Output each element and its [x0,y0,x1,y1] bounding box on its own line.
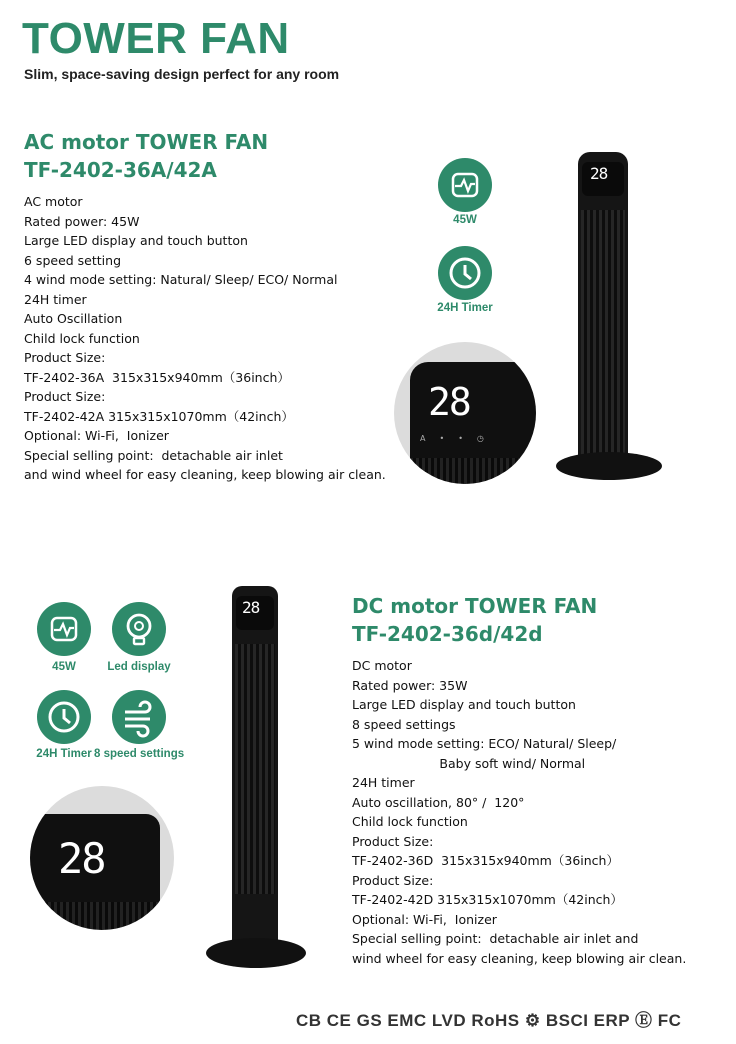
page-subtitle: Slim, space-saving design perfect for any room [24,66,340,82]
touch-buttons: A••◷ [420,434,498,443]
spec-line: TF-2402-42D 315x315x1070mm（42inch） [352,892,623,907]
display-closeup [394,342,536,484]
ac-title-line1: AC motor TOWER FAN [24,130,269,154]
ac-tower-fan-image [578,152,628,464]
spec-line: AC motor [24,194,83,209]
display-closeup [30,786,174,930]
power-wave-icon [37,602,91,656]
spec-line: Large LED display and touch button [352,697,576,712]
spec-line: Product Size: [352,833,434,849]
badge-label-speed: 8 speed settings [94,748,185,760]
spec-line: 6 speed setting [24,252,121,268]
spec-line: Special selling point: detachable air inlet [24,447,283,463]
ac-title-model: TF-2402-36A/42A [24,158,217,182]
led-display-reading: 28 [428,380,470,424]
spec-line: Rated power: 35W [352,677,468,693]
spec-line: Optional: Wi-Fi, Ionizer [352,911,497,927]
fan-display-reading: 28 [242,598,260,617]
badge-label-led: Led display [107,661,171,673]
spec-line: Special selling point: detachable air inlet and [352,931,639,946]
spec-line: 4 wind mode setting: Natural/ Sleep/ ECO/ Normal [24,272,338,287]
dc-title-line1: DC motor TOWER FAN [352,594,598,618]
spec-line: Product Size: [24,389,106,404]
spec-line: 24H timer [352,775,415,790]
led-display-reading: 28 [58,834,105,883]
badge-label-45w: 45W [453,214,477,226]
badge-label-timer: 24H Timer [36,748,92,760]
fan-display-reading: 28 [590,164,608,183]
spec-line: Baby soft wind/ Normal [352,755,586,771]
spec-line: TF-2402-36A 315x315x940mm（36inch） [24,369,290,385]
power-wave-icon [438,158,492,212]
dc-section-title [352,592,597,648]
badge-label-timer: 24H Timer [437,302,493,314]
clock-icon [37,690,91,744]
dc-tower-fan-image [232,586,278,946]
dc-spec-list [352,656,686,968]
certification-logos: CB CE GS EMC LVD RoHS ⚙ BSCI ERP Ⓔ FC [296,1011,682,1030]
spec-line: 5 wind mode setting: ECO/ Natural/ Sleep/ [352,736,617,751]
spec-line: Rated power: 45W [24,213,140,229]
spec-line: Auto Oscillation [24,311,123,326]
spec-line: Product Size: [24,350,106,365]
spec-line: DC motor [352,658,412,673]
spec-line: Optional: Wi-Fi, Ionizer [24,428,169,443]
spec-line: TF-2402-42A 315x315x1070mm（42inch） [24,408,294,424]
spec-line: TF-2402-36D 315x315x940mm（36inch） [352,853,619,868]
bulb-icon [112,602,166,656]
spec-line: 8 speed settings [352,716,456,732]
page-title: TOWER FAN [22,14,290,63]
spec-line: Child lock function [24,330,140,346]
spec-line: Child lock function [352,814,468,829]
wind-icon [112,690,166,744]
fan-base [206,938,306,968]
spec-line: 24H timer [24,291,87,307]
dc-title-model: TF-2402-36d/42d [352,622,543,646]
spec-line: Large LED display and touch button [24,233,248,248]
spec-line: Product Size: [352,872,434,888]
ac-spec-list [24,192,386,485]
spec-line: Auto oscillation, 80° / 120° [352,794,525,810]
spec-line: wind wheel for easy cleaning, keep blowing air clean. [352,950,687,966]
badge-label-45w: 45W [52,661,76,673]
clock-icon [438,246,492,300]
fan-base [556,452,662,480]
ac-section-title [24,128,268,184]
spec-line: and wind wheel for easy cleaning, keep blowing air clean. [24,467,386,482]
